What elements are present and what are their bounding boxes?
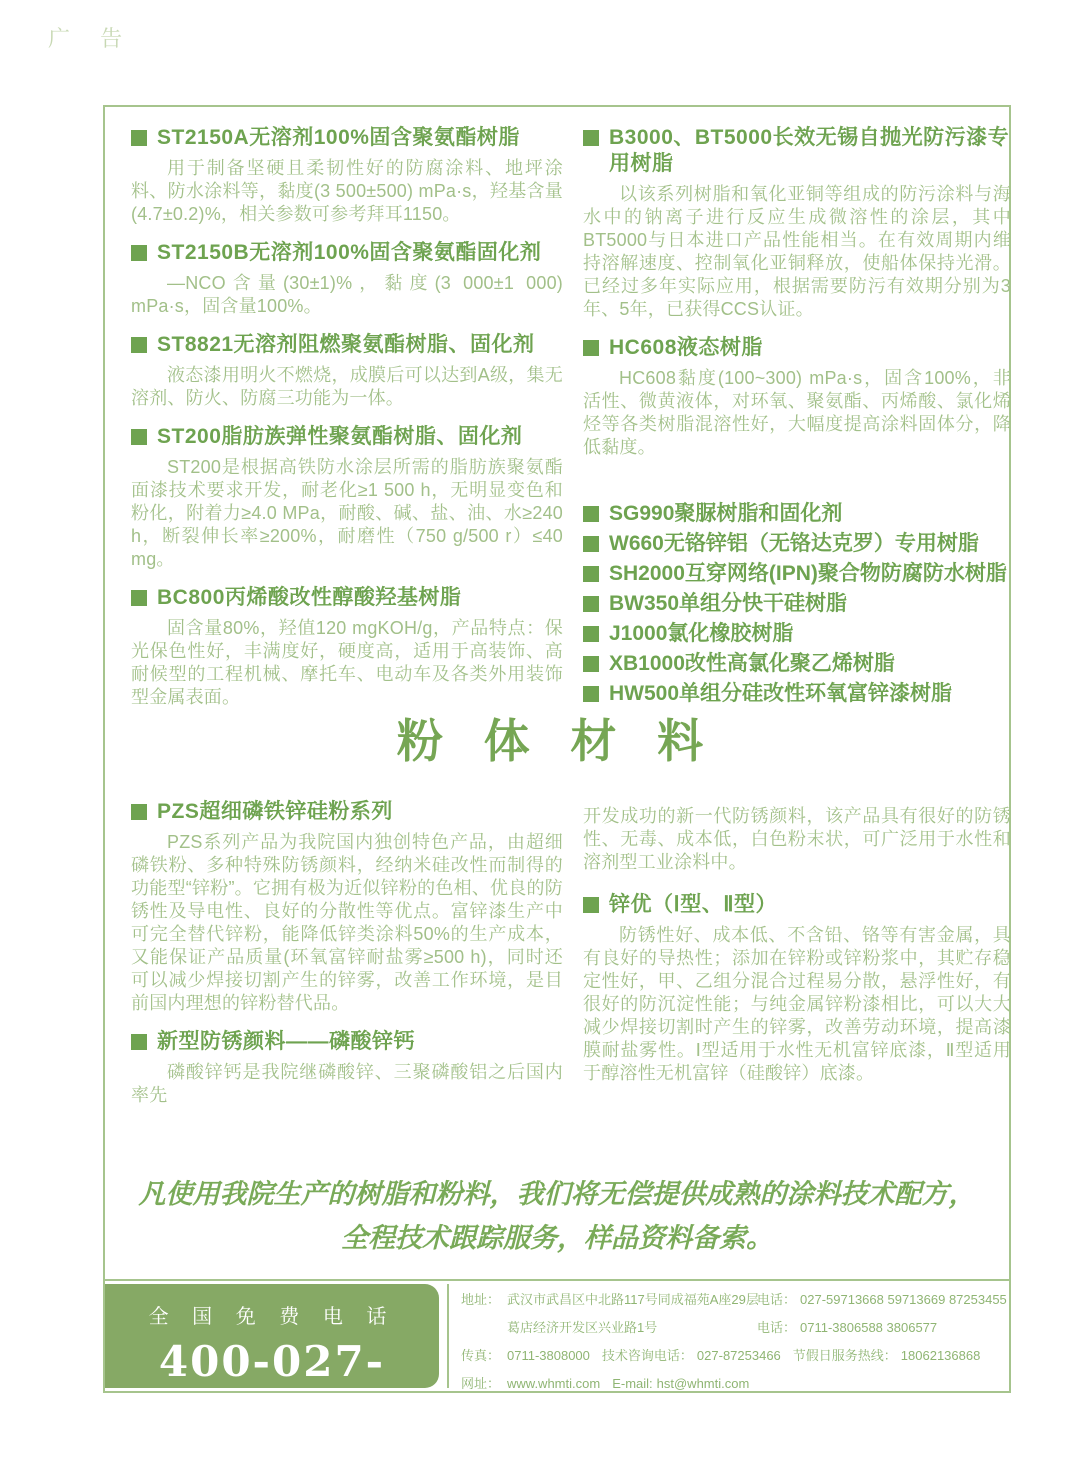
section-zinc-calcium-phosphate bbox=[131, 1029, 563, 1107]
section-body: 用于制备坚硬且柔韧性好的防腐涂料、地坪涂料、防水涂料等，黏度(3 500±500) mPa·s，羟基含量(4.7±0.2)%，相关参数可参考拜耳1150。 bbox=[131, 158, 563, 224]
promise-line-1: 凡使用我院生产的树脂和粉料，我们将无偿提供成熟的涂料技术配方， bbox=[138, 1179, 976, 1210]
section-body: PZS系列产品为我院国内独创特色产品，由超细磷铁粉、多种特殊防锈颜料，经纳米硅改性而制得的功能型“锌粉”。它拥有极为近似锌粉的色相、优良的防锈性及导电性、良好的分散性等优点。富锌漆生产中可完全替代锌粉，能降低锌类涂料50%的生产成本，又能保证产品质量(环氧富锌耐盐雾≥500 h)，同时还可以减少焊接切割产生的锌雾，改善工作环境，是目前国内理想的锌粉替代品。 bbox=[131, 832, 563, 1013]
list-item-text: XB1000改性高氯化聚乙烯树脂 bbox=[609, 652, 895, 675]
resin-column-left bbox=[131, 125, 563, 709]
list-item-text: SG990聚脲树脂和固化剂 bbox=[609, 502, 843, 525]
email-label: E-mail: bbox=[612, 1376, 653, 1391]
list-item-text: SH2000互穿网络(IPN)聚合物防腐防水树脂 bbox=[609, 562, 1007, 585]
section-bc800 bbox=[131, 585, 563, 709]
address-label: 地址： bbox=[461, 1292, 501, 1307]
bullet-square-icon bbox=[583, 506, 599, 522]
contact-info bbox=[461, 1291, 1007, 1392]
section-heading bbox=[131, 125, 563, 151]
list-item-sg990 bbox=[583, 499, 1011, 529]
section-b3000-bt5000 bbox=[583, 125, 1011, 321]
holiday-hotline-value: 18062136868 bbox=[900, 1348, 981, 1363]
phone-value: 027-59713668 59713669 87253455 bbox=[800, 1292, 1007, 1307]
powder-column-right bbox=[583, 799, 1011, 1085]
section-heading-text: 新型防锈颜料——磷酸锌钙 bbox=[157, 1030, 415, 1053]
bullet-square-icon bbox=[131, 1034, 147, 1050]
section-body: 防锈性好、成本低、不含铅、铬等有害金属，具有良好的导热性；添加在锌粉或锌粉浆中，其贮存稳定性好，甲、乙组分混合过程易分散，悬浮性好，有很好的防沉淀性能；与纯金属锌粉漆相比，可以大大减少焊接切割时产生的锌雾，改善劳动环境，提高漆膜耐盐雾性。Ⅰ型适用于水性无机富锌底漆，Ⅱ型适用于醇溶性无机富锌（硅酸锌）底漆。 bbox=[583, 925, 1011, 1083]
hotline-label: 全 国 免 费 电 话 bbox=[148, 1306, 396, 1328]
section-st8821 bbox=[131, 332, 563, 410]
section-heading-text: ST8821无溶剂阻燃聚氨酯树脂、固化剂 bbox=[157, 333, 535, 356]
hotline-number: 400-027-5477 bbox=[158, 1337, 386, 1435]
footer bbox=[105, 1279, 1009, 1435]
website-value: www.whmti.com bbox=[507, 1376, 601, 1391]
tech-phone-value: 027-87253466 bbox=[696, 1348, 781, 1363]
list-item-xb1000 bbox=[583, 649, 1011, 679]
section-heading-text: ST2150B无溶剂100%固含聚氨酯固化剂 bbox=[157, 241, 542, 264]
contact-row-fax bbox=[461, 1347, 1003, 1364]
section-body: 固含量80%，羟值120 mgKOH/g，产品特点：保光保色性好，丰满度好，硬度高，适用于高装饰、高耐候型的工程机械、摩托车、电动车及各类外用装饰型金属表面。 bbox=[131, 618, 563, 707]
section-body: ST200是根据高铁防水涂层所需的脂肪族聚氨酯面漆技术要求开发，耐老化≥1 500 h，无明显变色和粉化，附着力≥4.0 MPa，耐酸、碱、盐、油、水≥240 h，断裂伸长率≥200%，耐磨性（750 g/500 r）≤40 mg。 bbox=[131, 457, 563, 569]
bullet-square-icon bbox=[583, 566, 599, 582]
section-heading bbox=[583, 892, 1011, 918]
section-st2150b bbox=[131, 240, 563, 318]
section-body: —NCO含量(30±1)%，黏度(3 000±1 000) mPa·s，固含量100%。 bbox=[131, 273, 563, 316]
bullet-square-icon bbox=[131, 337, 147, 353]
list-item-w660 bbox=[583, 529, 1011, 559]
website-label: 网址： bbox=[461, 1376, 501, 1391]
bullet-square-icon bbox=[583, 536, 599, 552]
phone-label: 电话： bbox=[757, 1292, 797, 1307]
resin-column-right bbox=[583, 125, 1011, 709]
section-heading bbox=[131, 1029, 563, 1055]
section-body: 液态漆用明火不燃烧，成膜后可以达到A级，集无溶剂、防火、防腐三功能为一体。 bbox=[131, 365, 563, 408]
contact-row-address-2 bbox=[461, 1319, 1003, 1336]
fax-label: 传真： bbox=[461, 1348, 501, 1363]
section-heading bbox=[583, 125, 1011, 177]
phone-label: 电话： bbox=[757, 1320, 797, 1335]
section-heading bbox=[131, 424, 563, 450]
powder-column-left bbox=[131, 799, 563, 1107]
bullet-square-icon bbox=[131, 429, 147, 445]
section-xinyou bbox=[583, 892, 1011, 1085]
list-item-bw350 bbox=[583, 589, 1011, 619]
section-body: 以该系列树脂和氧化亚铜等组成的防污涂料与海水中的钠离子进行反应生成微溶性的涂层，其中BT5000与日本进口产品性能相当。在有效周期内维持溶解速度、控制氧化亚铜释放，使船体保持光滑。已经过多年实际应用，根据需要防污有效期分别为3年、5年，已获得CCS认证。 bbox=[583, 184, 1011, 319]
fax-value: 0711-3808000 bbox=[507, 1348, 590, 1363]
bullet-square-icon bbox=[583, 656, 599, 672]
section-heading-text: 锌优（Ⅰ型、Ⅱ型） bbox=[609, 893, 778, 916]
product-list bbox=[583, 499, 1011, 709]
bullet-square-icon bbox=[583, 596, 599, 612]
section-hc608 bbox=[583, 335, 1011, 459]
bullet-square-icon bbox=[583, 897, 599, 913]
address-value: 葛店经济开发区兴业路1号 bbox=[507, 1320, 658, 1335]
section-st2150a bbox=[131, 125, 563, 226]
section-heading bbox=[131, 240, 563, 266]
section-body: 磷酸锌钙是我院继磷酸锌、三聚磷酸铝之后国内率先 bbox=[131, 1062, 563, 1105]
bullet-square-icon bbox=[131, 130, 147, 146]
section-heading-text: B3000、BT5000长效无锡自抛光防污漆专用树脂 bbox=[609, 126, 1010, 175]
section-heading bbox=[131, 585, 563, 611]
section-heading-text: BC800丙烯酸改性醇酸羟基树脂 bbox=[157, 586, 462, 609]
email-value: hst@whmti.com bbox=[656, 1376, 750, 1391]
list-item-text: BW350单组分快干硅树脂 bbox=[609, 592, 848, 615]
contact-row-web bbox=[461, 1375, 1003, 1392]
list-item-j1000 bbox=[583, 619, 1011, 649]
bullet-square-icon bbox=[131, 590, 147, 606]
section-pzs bbox=[131, 799, 563, 1015]
list-item-text: J1000氯化橡胶树脂 bbox=[609, 622, 794, 645]
section-heading-text: PZS超细磷铁锌硅粉系列 bbox=[157, 800, 393, 823]
continuation-paragraph: 开发成功的新一代防锈颜料，该产品具有很好的防锈性、无毒、成本低，白色粉末状，可广泛用于水性和溶剂型工业涂料中。 bbox=[583, 806, 1011, 872]
holiday-hotline-label: 节假日服务热线： bbox=[792, 1348, 897, 1363]
content-frame bbox=[103, 105, 1011, 1435]
section-st200 bbox=[131, 424, 563, 571]
promise-note bbox=[105, 1173, 1009, 1261]
bullet-square-icon bbox=[583, 340, 599, 356]
address-value: 武汉市武昌区中北路117号同成福苑A座29层 bbox=[507, 1292, 759, 1307]
bullet-square-icon bbox=[583, 686, 599, 702]
promise-line-2: 全程技术跟踪服务，样品资料备索。 bbox=[341, 1223, 773, 1254]
bullet-square-icon bbox=[131, 245, 147, 261]
bullet-square-icon bbox=[583, 130, 599, 146]
tech-phone-label: 技术咨询电话： bbox=[601, 1348, 693, 1363]
section-body: HC608黏度(100~300) mPa·s，固含100%，非活性、微黄液体，对环氧、聚氨酯、丙烯酸、氯化烯烃等各类树脂混溶性好，大幅度提高涂料固体分，降低黏度。 bbox=[583, 368, 1011, 457]
contact-row-address-1 bbox=[461, 1291, 1007, 1308]
hotline-block bbox=[105, 1284, 439, 1435]
list-item-sh2000 bbox=[583, 559, 1011, 589]
list-item-text: HW500单组分硅改性环氧富锌漆树脂 bbox=[609, 682, 953, 705]
section-heading-text: ST200脂肪族弹性聚氨酯树脂、固化剂 bbox=[157, 425, 523, 448]
section-heading-text: ST2150A无溶剂100%固含聚氨酯树脂 bbox=[157, 126, 520, 149]
powder-section-title: 粉 体 材 料 bbox=[396, 715, 718, 767]
bullet-square-icon bbox=[583, 626, 599, 642]
ad-label: 广 告 bbox=[48, 26, 135, 51]
list-item-text: W660无铬锌铝（无铬达克罗）专用树脂 bbox=[609, 532, 979, 555]
section-heading-text: HC608液态树脂 bbox=[609, 336, 763, 359]
section-heading bbox=[131, 799, 563, 825]
footer-divider bbox=[447, 1284, 449, 1388]
phone-value: 0711-3806588 3806577 bbox=[800, 1320, 938, 1335]
section-heading bbox=[583, 335, 1011, 361]
section-heading bbox=[131, 332, 563, 358]
bullet-square-icon bbox=[131, 804, 147, 820]
